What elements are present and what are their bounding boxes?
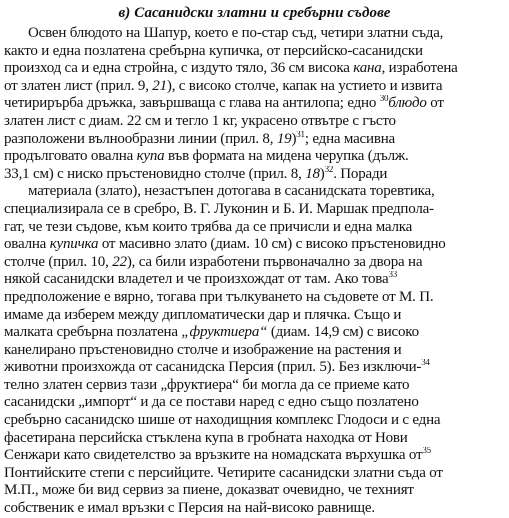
footnote-ref: 34 [421, 359, 430, 368]
line-text: ), с високо столче, капак на устието и извита [166, 77, 443, 94]
line-text: ; една масивна [304, 130, 396, 147]
italic-term: „фруктиера“ [181, 324, 268, 341]
line-text: като свидетелство за връзките на номадската върхушка от [60, 447, 423, 464]
text-line [4, 43, 505, 61]
italic-term: купа [136, 148, 165, 165]
line-text: (прил. 5). Без изключи- [273, 359, 422, 376]
italic-term: блюдо [388, 95, 427, 112]
text-line [4, 236, 505, 254]
line-text: продълговато овална [4, 148, 137, 165]
line-text: специализирала се в сребро, В. Г. Луконин и Б. И. Маршак предпола- [4, 200, 434, 217]
line-text: ), са били изработени първоначално за двора на [126, 253, 423, 270]
line-text: произход са и една стройна, с издуто тяло, 36 см висока [4, 60, 354, 77]
line-text: Освен блюдото на Шапур, което е по-стар съд, четири златни съда, [28, 25, 444, 41]
text-line [4, 377, 505, 395]
line-text: телно златен сервиз тази „фруктиера“ би могла да се приеме като [4, 376, 410, 393]
line-text: столче (прил. 10, [4, 253, 113, 270]
text-line [4, 307, 505, 325]
text-line [4, 78, 505, 96]
text-line [4, 482, 505, 500]
text-line [4, 324, 505, 342]
text-line [4, 254, 505, 272]
line-text: гат, че тези съдове, към които трябва да се причисли и една малка [4, 218, 413, 235]
text-line [4, 183, 505, 201]
footnote-ref: 30 [379, 95, 389, 104]
line-text: разположени вълнообразни линии (прил. 8, [4, 130, 277, 147]
line-text: материала (злато), незастъпен дотогава в сасанидската торевтика, [28, 183, 435, 200]
italic-term: купичка [49, 236, 99, 253]
text-line [4, 342, 505, 360]
italic-term: 19 [276, 130, 292, 147]
text-line [4, 465, 505, 483]
line-text: Понтийските степи с персийците. Четирите сасанидски златни съда от [4, 464, 443, 481]
text-line [4, 131, 505, 149]
line-text: животни произхожда от сасанидска Персия [4, 359, 274, 376]
line-text: М.П., може би вид сервиз за пиене, доказват очевидно, че техният [4, 482, 414, 499]
line-text: . Ако това [326, 271, 389, 288]
line-text: във формата на мидена черупка (дълж. [164, 148, 409, 165]
footnote-ref: 35 [422, 447, 431, 456]
line-text: имаме да изберем между дипломатически дар и плячка. Също и [4, 306, 402, 323]
italic-term: кана [353, 60, 382, 77]
footnote-ref: 32 [324, 165, 334, 174]
line-text: сребърно сасанидско шише от находищния комплекс Глодоси и с една [4, 412, 441, 429]
line-text: овална [4, 236, 50, 253]
footnote-ref: 33 [388, 271, 398, 280]
text-line [4, 113, 505, 131]
line-text: ) [291, 130, 297, 147]
italic-term: 21 [152, 77, 167, 94]
text-line [4, 148, 505, 166]
line-text: канелирано пръстеновидно столче и изображение на растения и [4, 341, 402, 358]
text-line [4, 500, 505, 518]
line-text: . Поради [333, 165, 388, 182]
text-line [4, 271, 505, 289]
text-line [4, 25, 505, 43]
line-text: предположение е вярно, тогава при тълкуването на съдовете от М. П. [4, 288, 434, 305]
text-line [4, 166, 505, 184]
text-line [4, 430, 505, 448]
section-heading: в) Сасанидски златни и сребърни съдове [118, 5, 391, 21]
line-text: малката сребърна позлатена [4, 324, 182, 341]
text-line [4, 60, 505, 78]
line-text: четирирърба дръжка, завършваща с глава на антилопа [4, 95, 340, 112]
footnote-ref: 31 [296, 130, 305, 139]
text-line [4, 394, 505, 412]
text-line [4, 219, 505, 237]
line-text: собственик е имал връзки с Персия на най-високо равнище. [4, 500, 375, 517]
text-line [4, 359, 505, 377]
line-text: Сенжари [4, 447, 61, 464]
line-text: златен лист с диам. 22 см и тегло 1 кг, украсено отвътре с гъсто [4, 112, 396, 129]
line-text: фасетирана персийска стъклена купа в гробната находка от Нови [4, 429, 408, 446]
line-text: от златен лист (прил. 9, [4, 77, 153, 94]
italic-term: 22 [112, 253, 127, 270]
line-text: (диам. 14,9 см) с високо [267, 324, 419, 341]
text-line [4, 95, 505, 113]
text-line [4, 201, 505, 219]
line-text: , изработена [381, 60, 458, 77]
italic-term: 18 [305, 165, 320, 182]
line-text: от [426, 95, 444, 112]
line-text: 33,1 см) с ниско пръстеновидно столче (прил. 8, [4, 165, 306, 182]
text-line [4, 447, 505, 465]
line-text: някой сасанидски владетел и че произхождат от там [4, 271, 327, 288]
text-line [4, 412, 505, 430]
line-text: ; едно [339, 95, 380, 112]
text-line [4, 289, 505, 307]
body-text [4, 25, 505, 518]
line-text: ) [319, 165, 325, 182]
line-text: от масивно злато (диам. 10 см) с високо пръстеновидно [98, 236, 446, 253]
line-text: сасанидски „импорт“ и да се постави наред с едно също позлатено [4, 394, 419, 411]
line-text: както и една позлатена сребърна купичка, от персийско-сасанидски [4, 42, 423, 59]
